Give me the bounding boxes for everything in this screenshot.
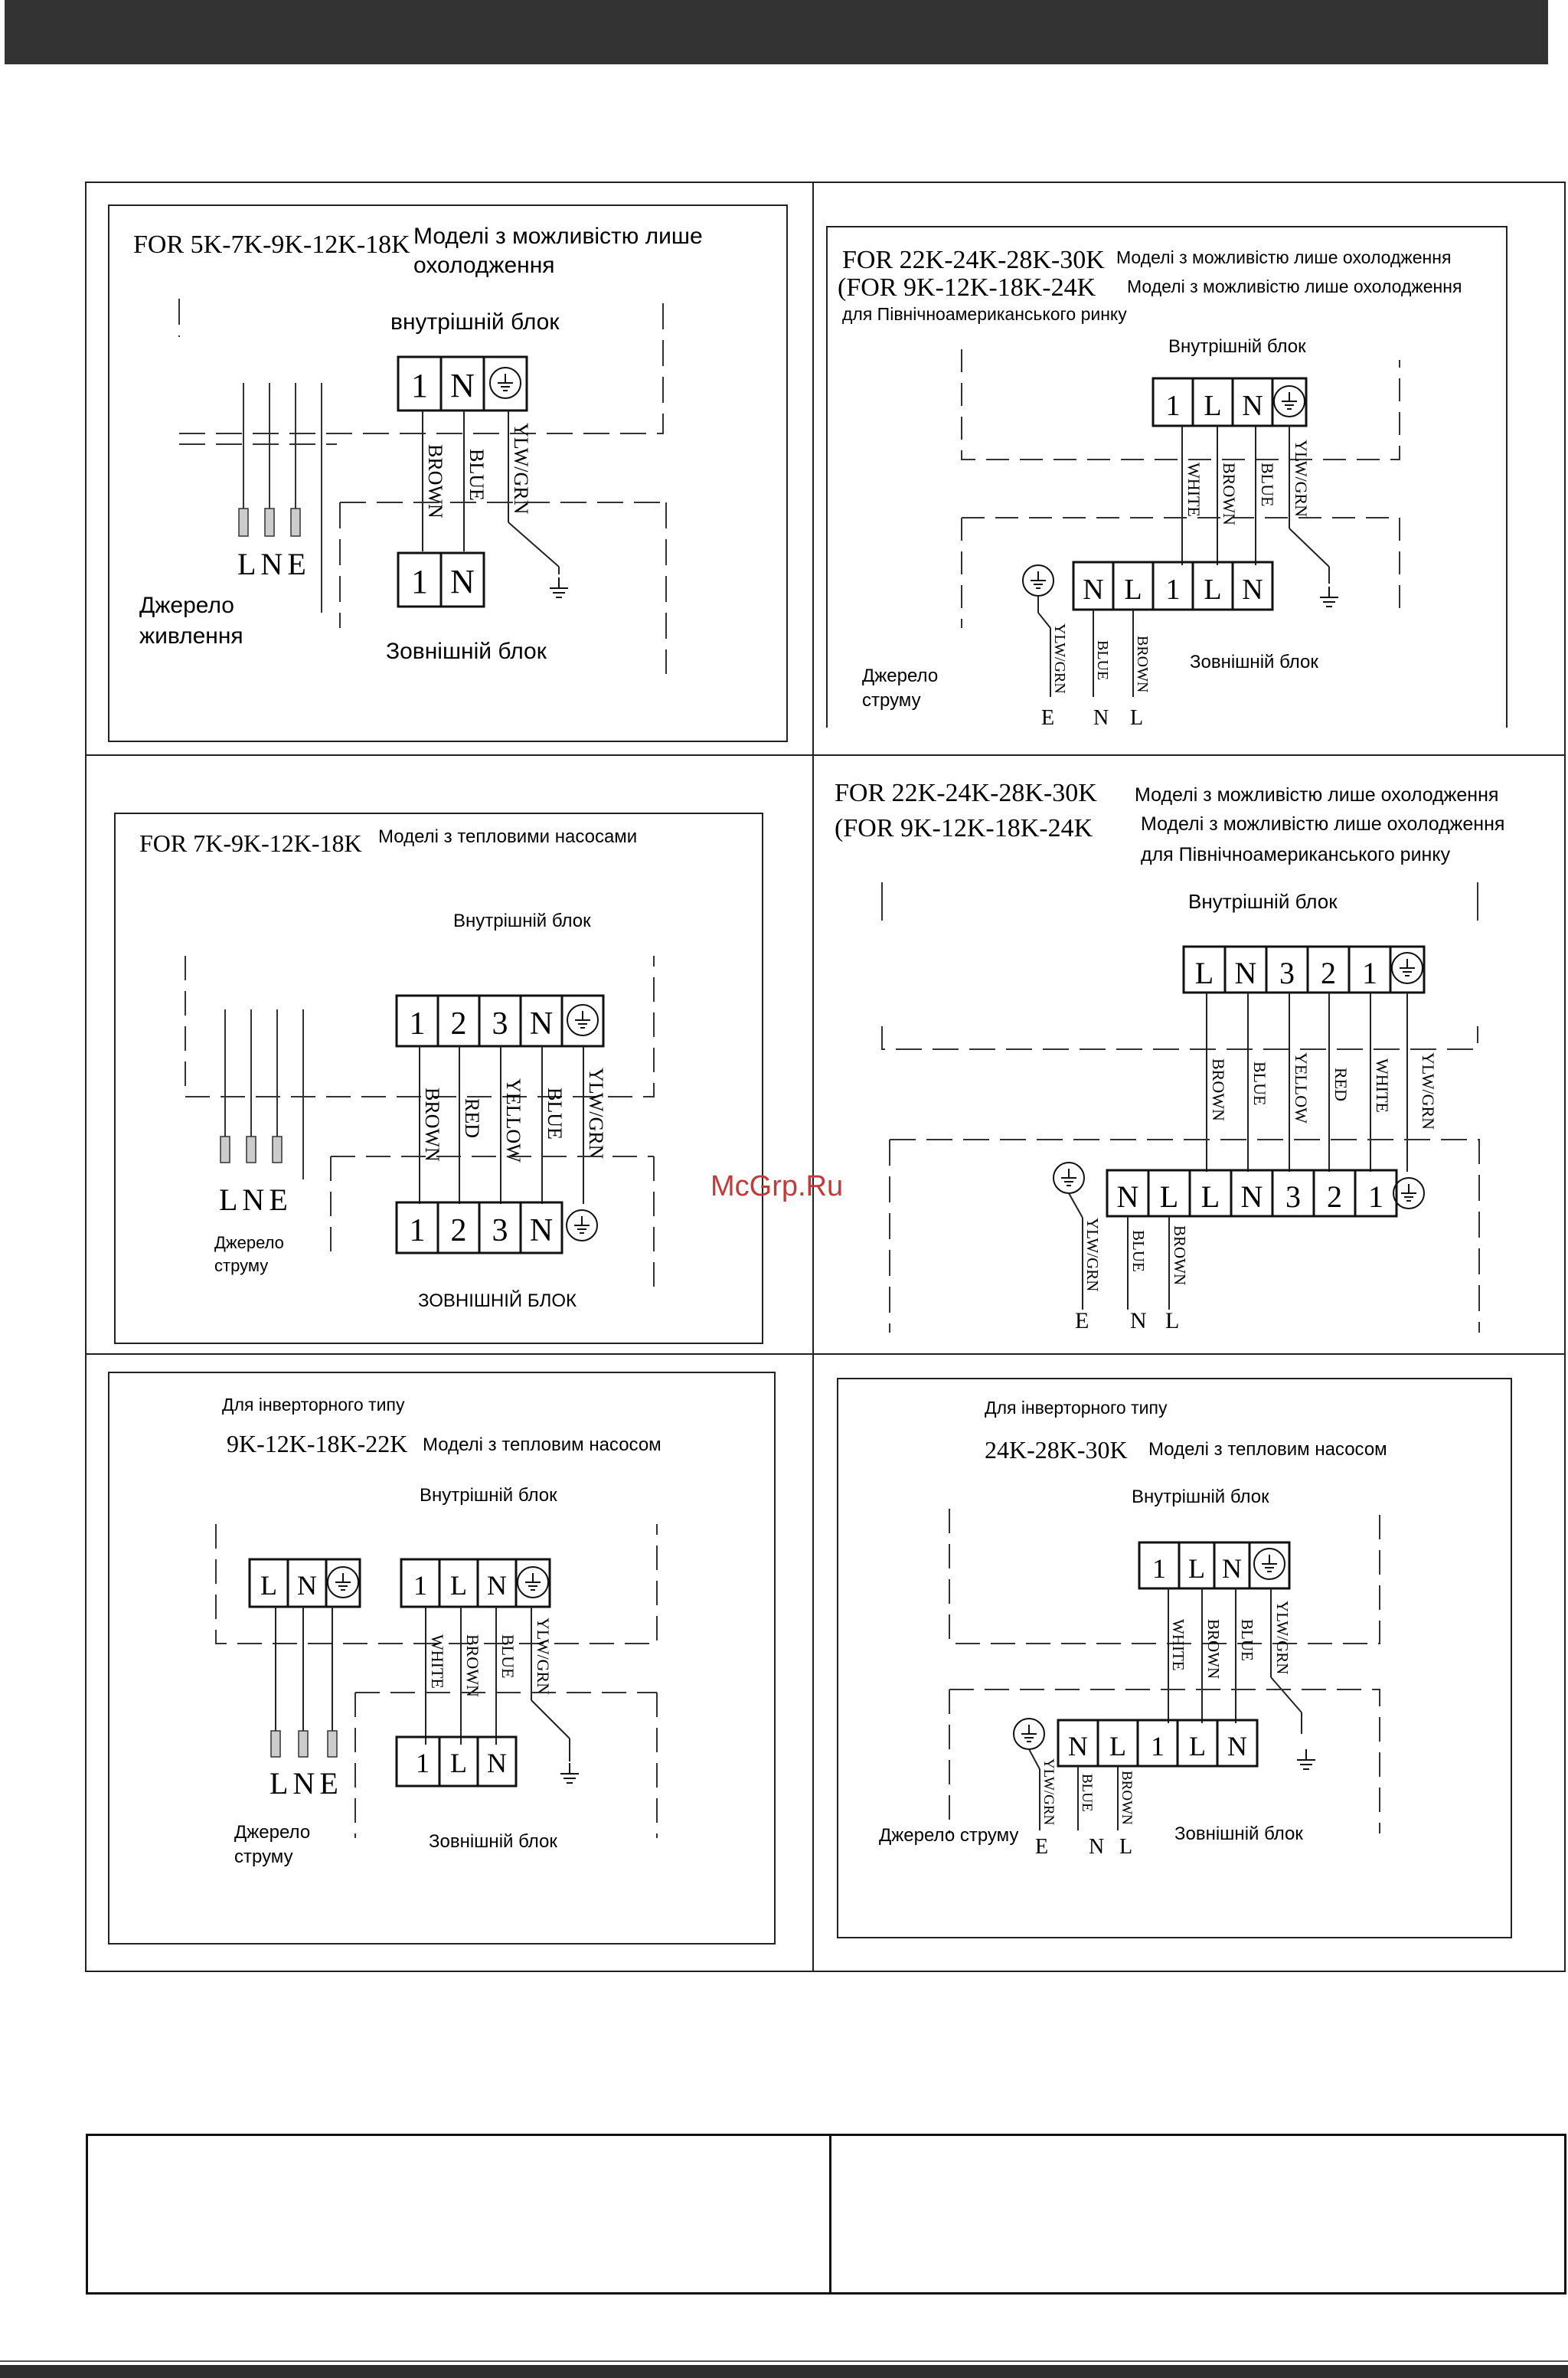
panel-2 [827, 227, 1507, 730]
p2-wire-blue: BLUE [1258, 463, 1277, 507]
p5-inverter: Для інверторного типу [222, 1395, 405, 1415]
p6-outdoor-ground-icon [1297, 1749, 1315, 1769]
panel-1 [109, 205, 787, 741]
p4-desc-line1: Моделі з можливістю лише охолодження [1135, 784, 1499, 806]
p3-indoor-term-3: 3 [492, 1006, 508, 1042]
p1-wire-brown: BROWN [424, 444, 446, 518]
p6-indoor-term-1: 1 [1152, 1553, 1166, 1584]
p4-indoor-ground-icon [1392, 953, 1423, 983]
p6-wire-blue: BLUE [1238, 1619, 1256, 1661]
p2-models-line1: FOR 22K-24K-28K-30K [842, 246, 1105, 274]
p4-indoor-label: Внутрішній блок [1188, 890, 1338, 913]
p2-indoor-ground-icon [1274, 386, 1305, 417]
p1-outdoor-term-1: 1 [411, 563, 428, 600]
p2-wire-white: WHITE [1184, 463, 1204, 517]
p4-supply-N: N [1130, 1308, 1147, 1333]
p5-outdoor-term-N: N [487, 1748, 507, 1778]
panel-6 [838, 1379, 1511, 1938]
p6-supply-ground-icon [1014, 1719, 1044, 1749]
p6-supply-E: E [1035, 1835, 1049, 1859]
p2-supply-N: N [1093, 706, 1109, 730]
p6-wire-brown: BROWN [1204, 1619, 1223, 1680]
p4-wire-ylwgrn: YLW/GRN [1419, 1052, 1438, 1130]
p3-outdoor-ground-icon [567, 1210, 597, 1241]
p6-outdoor-term-N2: N [1227, 1731, 1247, 1761]
p4-outdoor-term-3: 3 [1285, 1179, 1301, 1214]
p1-outdoor-label: Зовнішній блок [386, 639, 547, 664]
p5-outdoor-label: Зовнішній блок [429, 1831, 557, 1852]
p2-outdoor-term-1: 1 [1165, 574, 1181, 606]
p5-supply-term-L: L [260, 1570, 277, 1601]
p5-outdoor-ground-icon [560, 1763, 579, 1783]
p4-indoor-term-3: 3 [1279, 956, 1295, 990]
p6-inverter: Для інверторного типу [985, 1398, 1168, 1418]
p6-desc: Моделі з тепловим насосом [1148, 1439, 1387, 1460]
p2-indoor-term-N: N [1242, 390, 1263, 422]
p4-supply-E: E [1075, 1308, 1089, 1333]
p6-supply-wire-brown: BROWN [1119, 1771, 1135, 1825]
p4-indoor-term-2: 2 [1321, 956, 1336, 990]
p3-indoor-ground-icon [567, 1005, 598, 1035]
p5-wire-ylwgrn: YLW/GRN [534, 1617, 553, 1696]
p2-wire-ylwgrn: YLW/GRN [1292, 440, 1311, 518]
p1-indoor-term-N: N [450, 367, 475, 404]
panel-5 [109, 1372, 775, 1944]
p1-source-line1: Джерело [139, 593, 234, 618]
p5-outdoor-term-1: 1 [416, 1748, 430, 1778]
p3-wire-ylwgrn: YLW/GRN [585, 1068, 607, 1160]
p5-models: 9K-12K-18K-22K [227, 1430, 408, 1457]
p1-wire-blue: BLUE [466, 449, 488, 501]
p5-indoor-term-1: 1 [413, 1570, 427, 1601]
p5-source-line1: Джерело [234, 1822, 311, 1843]
p5-indoor-ground-icon [518, 1567, 548, 1598]
p1-models: FOR 5K-7K-9K-12K-18K [133, 231, 410, 259]
p3-outdoor-label: ЗОВНІШНІЙ БЛОК [418, 1290, 577, 1311]
p2-supply-L: L [1130, 706, 1144, 730]
footer-line [0, 2360, 1568, 2362]
p6-outdoor-term-1: 1 [1151, 1731, 1165, 1761]
p3-outdoor-term-1: 1 [409, 1213, 426, 1248]
p6-outdoor-term-L2: L [1189, 1731, 1206, 1761]
p3-wire-blue: BLUE [544, 1088, 566, 1140]
p4-indoor-term-N: N [1234, 956, 1257, 990]
p2-indoor-term-1: 1 [1165, 390, 1181, 422]
p2-supply-wire-brown: BROWN [1134, 636, 1151, 693]
p2-supply-E: E [1041, 706, 1055, 730]
p1-supply-letters: LNE [237, 547, 311, 581]
note-table-divider [829, 2136, 831, 2292]
p5-outdoor-term-L: L [450, 1748, 467, 1778]
p4-supply-ground-icon [1054, 1163, 1084, 1193]
p4-outdoor-term-L2: L [1200, 1179, 1220, 1214]
p6-wire-white: WHITE [1169, 1619, 1187, 1671]
p3-wire-brown: BROWN [421, 1088, 443, 1162]
p4-supply-wire-brown: BROWN [1171, 1225, 1189, 1286]
p1-indoor-ground-icon [490, 368, 521, 398]
p2-models-line2: (FOR 9K-12K-18K-24K [838, 273, 1096, 302]
p4-indoor-term-1: 1 [1362, 956, 1377, 990]
p2-outdoor-term-N2: N [1242, 574, 1263, 606]
p4-desc-line3: для Північноамериканського ринку [1141, 844, 1451, 865]
p6-outdoor-term-N: N [1068, 1731, 1088, 1761]
p5-indoor-term-N: N [487, 1570, 507, 1601]
p4-supply-L: L [1165, 1308, 1180, 1333]
p2-desc-line3: для Північноамериканського ринку [842, 304, 1127, 324]
p3-outdoor-term-3: 3 [492, 1213, 508, 1248]
panel-4 [835, 779, 1504, 1333]
p1-desc-line2: охолодження [413, 253, 555, 278]
p3-indoor-term-1: 1 [409, 1006, 426, 1042]
p3-supply-letters: LNE [219, 1182, 292, 1217]
p6-models: 24K-28K-30K [985, 1436, 1128, 1464]
p4-models-line1: FOR 22K-24K-28K-30K [835, 779, 1097, 807]
p2-desc-line1: Моделі з можливістю лише охолодження [1116, 247, 1452, 267]
p3-outdoor-term-N: N [529, 1213, 554, 1248]
p5-indoor-term-L: L [450, 1570, 467, 1601]
p4-wire-red: RED [1331, 1068, 1351, 1101]
p3-indoor-label: Внутрішній блок [453, 911, 591, 931]
panel-3 [115, 813, 763, 1343]
p1-indoor-label: внутрішній блок [390, 309, 560, 335]
p6-indoor-term-N: N [1222, 1553, 1242, 1584]
p2-supply-wire-ylwgrn: YLW/GRN [1051, 623, 1068, 694]
p6-outdoor-label: Зовнішній блок [1174, 1824, 1303, 1844]
p5-wire-brown: BROWN [463, 1634, 482, 1697]
p4-outdoor-term-N: N [1116, 1179, 1139, 1214]
note-table [86, 2134, 1566, 2295]
p5-supply-block-ground-icon [328, 1567, 358, 1598]
p2-outdoor-ground-icon [1320, 587, 1338, 607]
p3-indoor-term-2: 2 [450, 1006, 467, 1042]
p6-supply-L: L [1119, 1835, 1133, 1859]
p2-indoor-term-L: L [1204, 390, 1222, 422]
p3-indoor-term-N: N [529, 1006, 554, 1042]
p2-supply-wire-blue: BLUE [1094, 640, 1111, 681]
p6-source: Джерело струму [879, 1825, 1019, 1846]
p4-wire-blue: BLUE [1250, 1061, 1269, 1106]
p1-wire-ylwgrn: YLW/GRN [510, 423, 532, 515]
p3-source-line1: Джерело [214, 1233, 284, 1252]
p4-supply-wire-blue: BLUE [1129, 1230, 1148, 1272]
p3-desc: Моделі з тепловими насосами [378, 826, 638, 847]
watermark: McGrp.Ru [710, 1170, 844, 1202]
p1-source-line2: живлення [139, 623, 243, 649]
p3-wire-yellow: YELLOW [502, 1078, 524, 1163]
p5-source-line2: струму [234, 1846, 293, 1867]
footer-bar [0, 2365, 1568, 2378]
p6-indoor-label: Внутрішній блок [1132, 1487, 1269, 1507]
p2-desc-line2: Моделі з можливістю лише охолодження [1127, 276, 1462, 296]
p6-supply-N: N [1089, 1835, 1105, 1859]
p2-outdoor-term-L2: L [1204, 574, 1222, 606]
p5-supply-letters: LNE [270, 1766, 343, 1801]
p6-supply-wire-ylwgrn: YLW/GRN [1040, 1758, 1057, 1826]
p4-indoor-term-L: L [1194, 956, 1214, 990]
p1-indoor-term-1: 1 [411, 367, 428, 404]
p6-indoor-term-L: L [1188, 1553, 1205, 1584]
p2-wire-brown: BROWN [1220, 463, 1239, 525]
p6-outdoor-term-L: L [1109, 1731, 1126, 1761]
p2-source-line1: Джерело [862, 666, 939, 686]
p2-outdoor-label: Зовнішній блок [1190, 652, 1318, 672]
p4-models-line2: (FOR 9K-12K-18K-24K [835, 814, 1093, 842]
p4-wire-yellow: YELLOW [1292, 1052, 1311, 1124]
p6-wire-ylwgrn: YLW/GRN [1273, 1601, 1292, 1675]
p1-outdoor-term-N: N [450, 563, 475, 600]
p1-desc-line1: Моделі з можливістю лише [413, 224, 703, 249]
p3-wire-red: RED [461, 1098, 483, 1138]
p3-source-line2: струму [214, 1256, 269, 1275]
p4-desc-line2: Моделі з можливістю лише охолодження [1141, 813, 1505, 835]
p3-outdoor-term-2: 2 [450, 1213, 467, 1248]
p2-indoor-label: Внутрішній блок [1168, 336, 1306, 357]
p5-indoor-label: Внутрішній блок [420, 1485, 557, 1506]
p4-outdoor-term-L: L [1159, 1179, 1179, 1214]
p4-wire-brown: BROWN [1209, 1058, 1228, 1121]
p5-wire-white: WHITE [428, 1634, 447, 1689]
p5-desc: Моделі з тепловим насосом [423, 1434, 662, 1455]
p2-supply-ground-icon [1023, 565, 1054, 596]
p4-outdoor-term-2: 2 [1327, 1179, 1342, 1214]
p1-outdoor-ground-icon [550, 577, 568, 597]
p3-models: FOR 7K-9K-12K-18K [139, 829, 362, 857]
p2-outdoor-term-N: N [1083, 574, 1104, 606]
p4-outdoor-ground-icon [1393, 1178, 1424, 1209]
p4-wire-white: WHITE [1373, 1058, 1392, 1113]
p2-outdoor-term-L: L [1124, 574, 1142, 606]
p6-indoor-ground-icon [1254, 1549, 1285, 1579]
p5-wire-blue: BLUE [498, 1634, 518, 1679]
p5-supply-term-N: N [297, 1570, 317, 1601]
p6-supply-wire-blue: BLUE [1079, 1774, 1095, 1812]
p4-supply-wire-ylwgrn: YLW/GRN [1083, 1218, 1102, 1292]
p4-outdoor-term-1: 1 [1368, 1179, 1383, 1214]
p4-outdoor-term-N2: N [1240, 1179, 1263, 1214]
p2-source-line2: струму [862, 690, 921, 711]
